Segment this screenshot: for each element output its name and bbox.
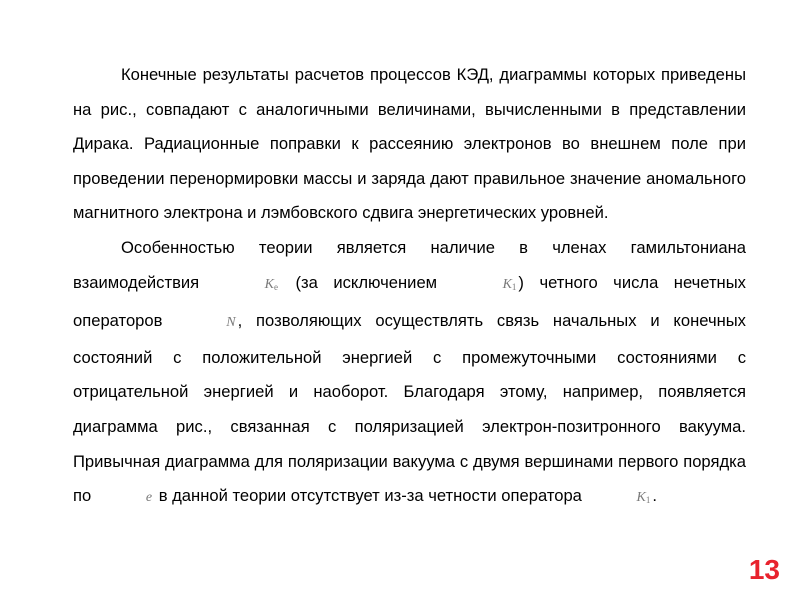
math-symbol-k-e-subscript: e [274,281,278,292]
math-symbol-k-1-second-subscript: 1 [645,495,651,506]
math-symbol-k-e [215,268,280,305]
math-symbol-k-1-second-letter: K [636,490,646,506]
math-symbol-k-e-letter: K [264,276,274,292]
paragraph-2-part-3: ) четного числа нечетных операторов [73,272,746,331]
paragraph-2 [73,231,746,518]
math-symbol-n: N [226,315,236,331]
math-symbol-k-1-letter: K [502,276,512,292]
paragraph-2-part-6: . [652,486,658,506]
main-text-block [73,58,746,518]
math-symbol-k-1 [453,268,519,305]
page-number: 13 [748,554,780,585]
math-symbol-k-1-subscript: 1 [511,281,517,292]
paragraph-2-part-1: Особенностью теории является наличие в членах гамильтониана взаимодействия [73,237,746,292]
paragraph-2-part-2: (за исключением [295,272,438,292]
paragraph-2-part-5: в данной теории отсутствует из-за четности оператора [158,486,582,506]
math-symbol-e: e [145,490,153,506]
paragraph-1: Конечные результаты расчетов процессов КЭД, диаграммы которых приведены на рис., совпадают с аналогичными величинами, вычисленными в представлении Дирака. Радиационные поправки к рассеянию электронов во внешнем поле при проведении перенормировки массы и заряда дают правильное значение аномального магнитного электрона и лэмбовского сдвига энергетических уровней. [73,65,746,223]
paragraph-2-part-4: , позволяющих осуществлять связь начальных и конечных состояний с положительной энергией с промежуточными состояниями с отрицательной энергией и наоборот. Благодаря этому, например, появляется диаграмма рис., связанная с поляризацией электрон-позитронного вакуума. Привычная диаграмма для поляризации вакуума с двумя вершинами первого порядка по [73,311,746,506]
math-symbol-k-1-second [587,481,653,518]
